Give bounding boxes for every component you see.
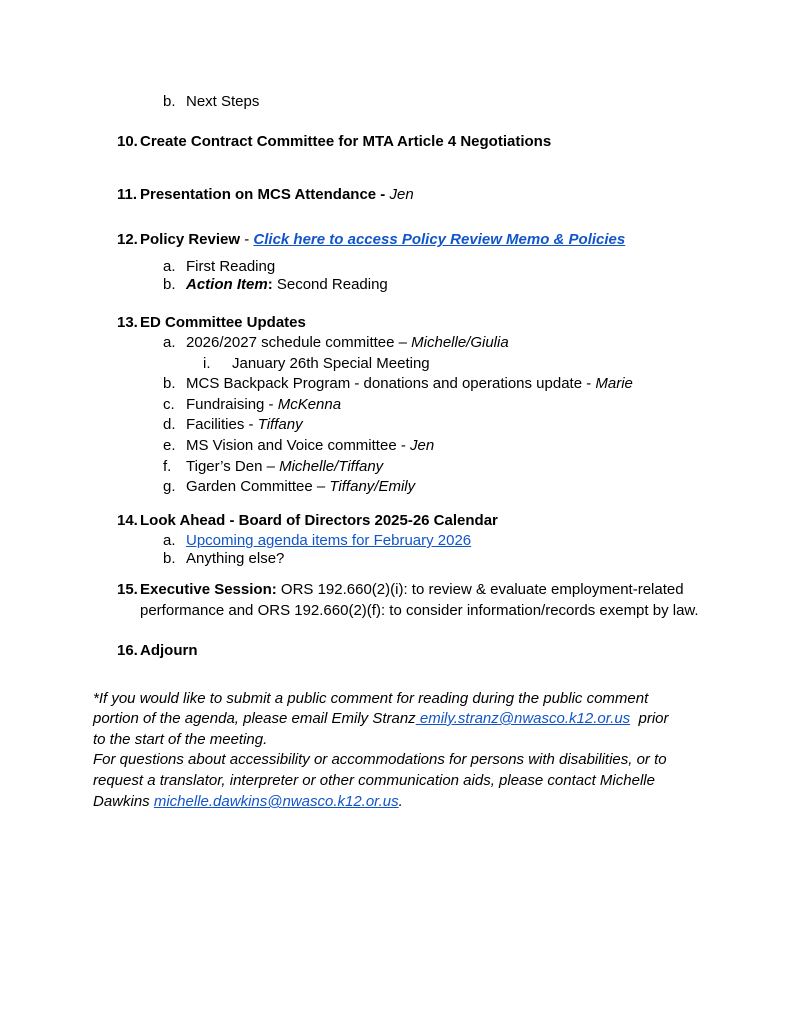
item-title: Look Ahead - Board of Directors 2025-26 Calendar	[140, 512, 498, 529]
note-line: request a translator, interpreter or other communication aids, please contact Michelle	[93, 772, 655, 789]
sub-text-line	[186, 334, 509, 352]
note-line: to the start of the meeting.	[93, 731, 268, 748]
item-title: Policy Review	[140, 231, 241, 248]
sub-letter: c.	[163, 396, 175, 413]
item-number: 12.	[117, 231, 138, 248]
colon: :	[267, 276, 273, 293]
sub-text-line	[186, 276, 388, 294]
item-number: 14.	[117, 512, 138, 529]
owner: Tiffany/Emily	[329, 478, 416, 495]
owner: Jen	[410, 437, 435, 454]
item-title-line	[140, 186, 414, 204]
item-title-line	[140, 231, 625, 249]
note-text: .	[398, 793, 403, 810]
sub-text-line	[186, 437, 434, 455]
note-line	[93, 793, 733, 811]
sub-letter: b.	[163, 93, 176, 110]
sub-text: Anything else?	[186, 550, 285, 567]
item-title-line	[140, 581, 684, 599]
sub-letter: b.	[163, 550, 176, 567]
item-title: Presentation on MCS Attendance -	[140, 186, 390, 203]
item-number: 13.	[117, 314, 138, 331]
item-number: 11.	[117, 186, 138, 203]
roman-letter: i.	[203, 355, 211, 372]
sub-text: Second Reading	[272, 276, 388, 293]
sub-letter: g.	[163, 478, 176, 495]
sub-letter: f.	[163, 458, 172, 475]
owner: Michelle/Giulia	[411, 334, 509, 351]
sub-text: Tiger’s Den –	[186, 458, 280, 475]
note-line: *If you would like to submit a public comment for reading during the public comment	[93, 690, 649, 707]
sub-letter: a.	[163, 532, 176, 549]
sub-text: Next Steps	[186, 93, 260, 110]
owner: Marie	[595, 375, 633, 392]
sub-text: MS Vision and Voice committee -	[186, 437, 410, 454]
sub-letter: b.	[163, 276, 176, 293]
sub-letter: a.	[163, 258, 176, 275]
sub-letter: d.	[163, 416, 176, 433]
item-title: Executive Session:	[140, 581, 277, 598]
presenter: Jen	[389, 186, 414, 203]
upcoming-agenda-link[interactable]: Upcoming agenda items for February 2026	[186, 532, 472, 549]
sub-text-line	[186, 458, 383, 476]
sub-text: First Reading	[186, 258, 276, 275]
item-number: 10.	[117, 133, 138, 150]
emily-email-link[interactable]: emily.stranz@nwasco.k12.or.us	[415, 710, 631, 727]
item-title: Create Contract Committee for MTA Article 4 Negotiations	[140, 133, 552, 150]
sub-text: 2026/2027 schedule committee –	[186, 334, 412, 351]
sub-letter: b.	[163, 375, 176, 392]
separator: -	[240, 231, 254, 248]
sub-letter: a.	[163, 334, 176, 351]
item-title: Adjourn	[140, 642, 198, 659]
owner: McKenna	[277, 396, 342, 413]
item-number: 15.	[117, 581, 138, 598]
item-text: performance and ORS 192.660(2)(f): to consider information/records exempt by law.	[140, 602, 699, 619]
owner: Michelle/Tiffany	[279, 458, 384, 475]
note-line: For questions about accessibility or accommodations for persons with disabilities, or to	[93, 751, 667, 768]
note-line	[93, 710, 733, 728]
sub-text-line	[186, 396, 341, 414]
item-number: 16.	[117, 642, 138, 659]
sub-text-line	[186, 375, 633, 393]
item-title: ED Committee Updates	[140, 314, 306, 331]
michelle-email-link[interactable]: michelle.dawkins@nwasco.k12.or.us	[153, 793, 399, 810]
sub-text: Facilities -	[186, 416, 258, 433]
sub-text-line	[186, 416, 303, 434]
note-text: portion of the agenda, please email Emily Stranz	[93, 710, 416, 727]
sub-text-line	[186, 478, 415, 496]
item-text: ORS 192.660(2)(i): to review & evaluate employment-related	[276, 581, 684, 598]
sub-text: Fundraising -	[186, 396, 278, 413]
owner: Tiffany	[257, 416, 303, 433]
sub-letter: e.	[163, 437, 176, 454]
note-text: Dawkins	[93, 793, 154, 810]
action-item-label: Action Item	[186, 276, 268, 293]
sub-text: Garden Committee –	[186, 478, 330, 495]
roman-text: January 26th Special Meeting	[232, 355, 430, 372]
policy-review-link[interactable]: Click here to access Policy Review Memo & Policies	[253, 231, 626, 248]
sub-text: MCS Backpack Program - donations and operations update -	[186, 375, 596, 392]
note-text: prior	[630, 710, 669, 727]
